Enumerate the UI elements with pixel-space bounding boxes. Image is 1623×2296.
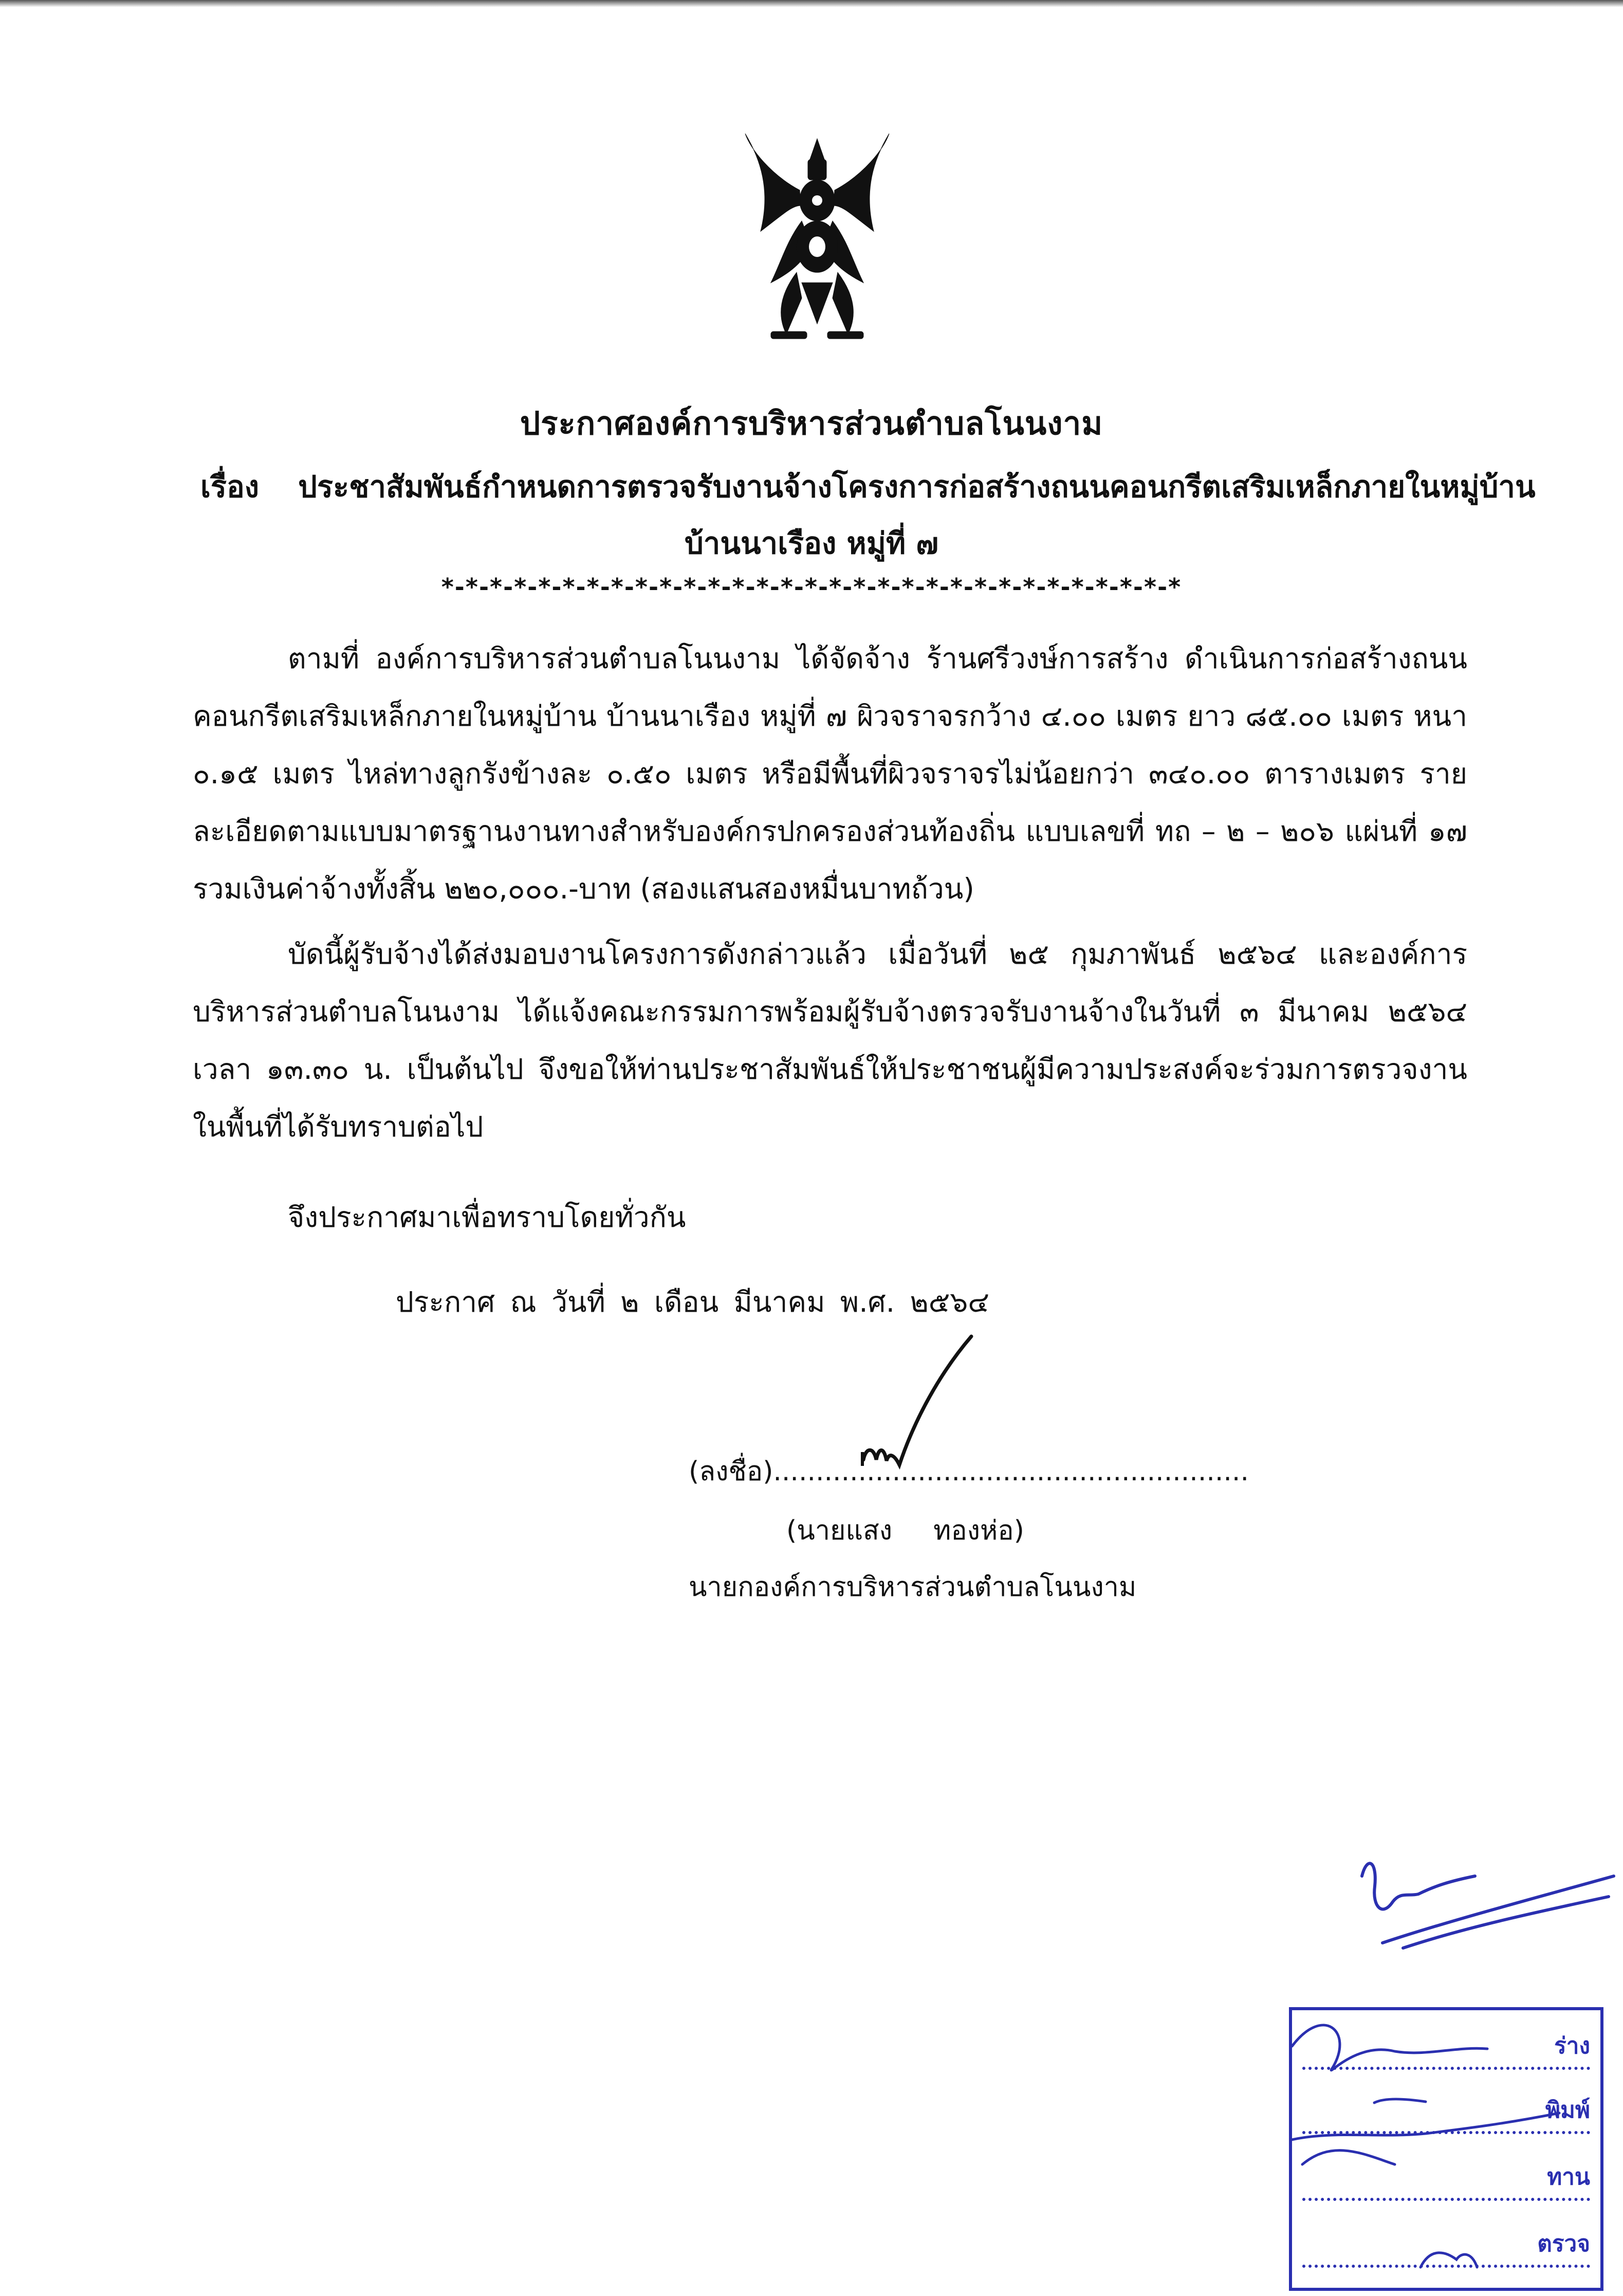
subject-line-1: ประชาสัมพันธ์กำหนดการตรวจรับงานจ้างโครงการก่อสร้างถนนคอนกรีตเสริมเหล็กภายในหมู่บ้าน	[298, 469, 1536, 504]
stamp-row-proofread	[1302, 2146, 1590, 2201]
closing-statement: จึงประกาศมาเพื่อทราบโดยทั่วกัน	[288, 1201, 686, 1234]
separator-line: *-*-*-*-*-*-*-*-*-*-*-*-*-*-*-*-*-*-*-*-*-*-*-*-*-*-*-*-*-*-*	[441, 573, 1182, 601]
signature-mark-icon	[853, 1331, 1018, 1485]
initial-scribble-icon	[1352, 1845, 1619, 1979]
stamp-row-check	[1302, 2213, 1590, 2268]
signatory-name-first: (นายแสง	[786, 1515, 893, 1546]
signatory-name	[786, 1509, 1024, 1551]
signatory-name-last: ทองห่อ)	[933, 1515, 1024, 1546]
garuda-emblem-icon	[740, 128, 894, 344]
stamp-label-print: พิมพ์	[1545, 2097, 1590, 2123]
signature-line: (ลงชื่อ)........................................................	[689, 1456, 1249, 1487]
stamp-label-check: ตรวจ	[1537, 2231, 1590, 2257]
stamp-row-draft	[1302, 2015, 1590, 2070]
document-control-stamp	[1289, 2007, 1603, 2291]
paragraph-2-text: บัดนี้ผู้รับจ้างได้ส่งมอบงานโครงการดังกล่าวแล้ว เมื่อวันที่ ๒๕ กุมภาพันธ์ ๒๕๖๔ และองค์การบริหารส่วนตำบลโนนงาม ได้แจ้งคณะกรรมการพร้อมผู้รับจ้างตรวจรับงานจ้างในวันที่ ๓ มีนาคม ๒๕๖๔ เวลา ๑๓.๓๐ น. เป็นต้นไป จึงขอให้ท่านประชาสัมพันธ์ให้ประชาชนผู้มีความประสงค์จะร่วมการตรวจงานในพื้นที่ได้รับทราบต่อไป	[193, 938, 1467, 1143]
announcement-title: ประกาศองค์การบริหารส่วนตำบลโนนงาม	[520, 405, 1103, 442]
signatory-position: นายกองค์การบริหารส่วนตำบลโนนงาม	[689, 1572, 1137, 1603]
paragraph-2	[193, 925, 1467, 1155]
announcement-date: ประกาศ ณ วันที่ ๒ เดือน มีนาคม พ.ศ. ๒๕๖๔	[396, 1285, 989, 1318]
paragraph-1-text: ตามที่ องค์การบริหารส่วนตำบลโนนงาม ได้จัดจ้าง ร้านศรีวงษ์การสร้าง ดำเนินการก่อสร้างถนนคอนกรีตเสริมเหล็กภายในหมู่บ้าน บ้านนาเรือง หมู่ที่ ๗ ผิวจราจรกว้าง ๔.๐๐ เมตร ยาว ๘๕.๐๐ เมตร หนา ๐.๑๕ เมตร ไหล่ทางลูกรังข้างละ ๐.๕๐ เมตร หรือมีพื้นที่ผิวจราจรไม่น้อยกว่า ๓๔๐.๐๐ ตารางเมตร รายละเอียดตามแบบมาตรฐานงานทางสำหรับองค์กรปกครองส่วนท้องถิ่น แบบเลขที่ ทถ – ๒ – ๒๐๖ แผ่นที่ ๑๗ รวมเงินค่าจ้างทั้งสิ้น ๒๒๐,๐๐๐.-บาท (สองแสนสองหมื่นบาทถ้วน)	[193, 642, 1467, 905]
subject-label: เรื่อง	[200, 469, 260, 504]
stamp-label-proofread: ทาน	[1547, 2164, 1590, 2190]
paragraph-1	[193, 630, 1467, 917]
subject-line-2: บ้านนาเรือง หมู่ที่ ๗	[684, 526, 939, 561]
stamp-row-print	[1302, 2080, 1590, 2134]
scan-edge	[0, 0, 1623, 7]
stamp-label-draft: ร่าง	[1554, 2033, 1590, 2059]
